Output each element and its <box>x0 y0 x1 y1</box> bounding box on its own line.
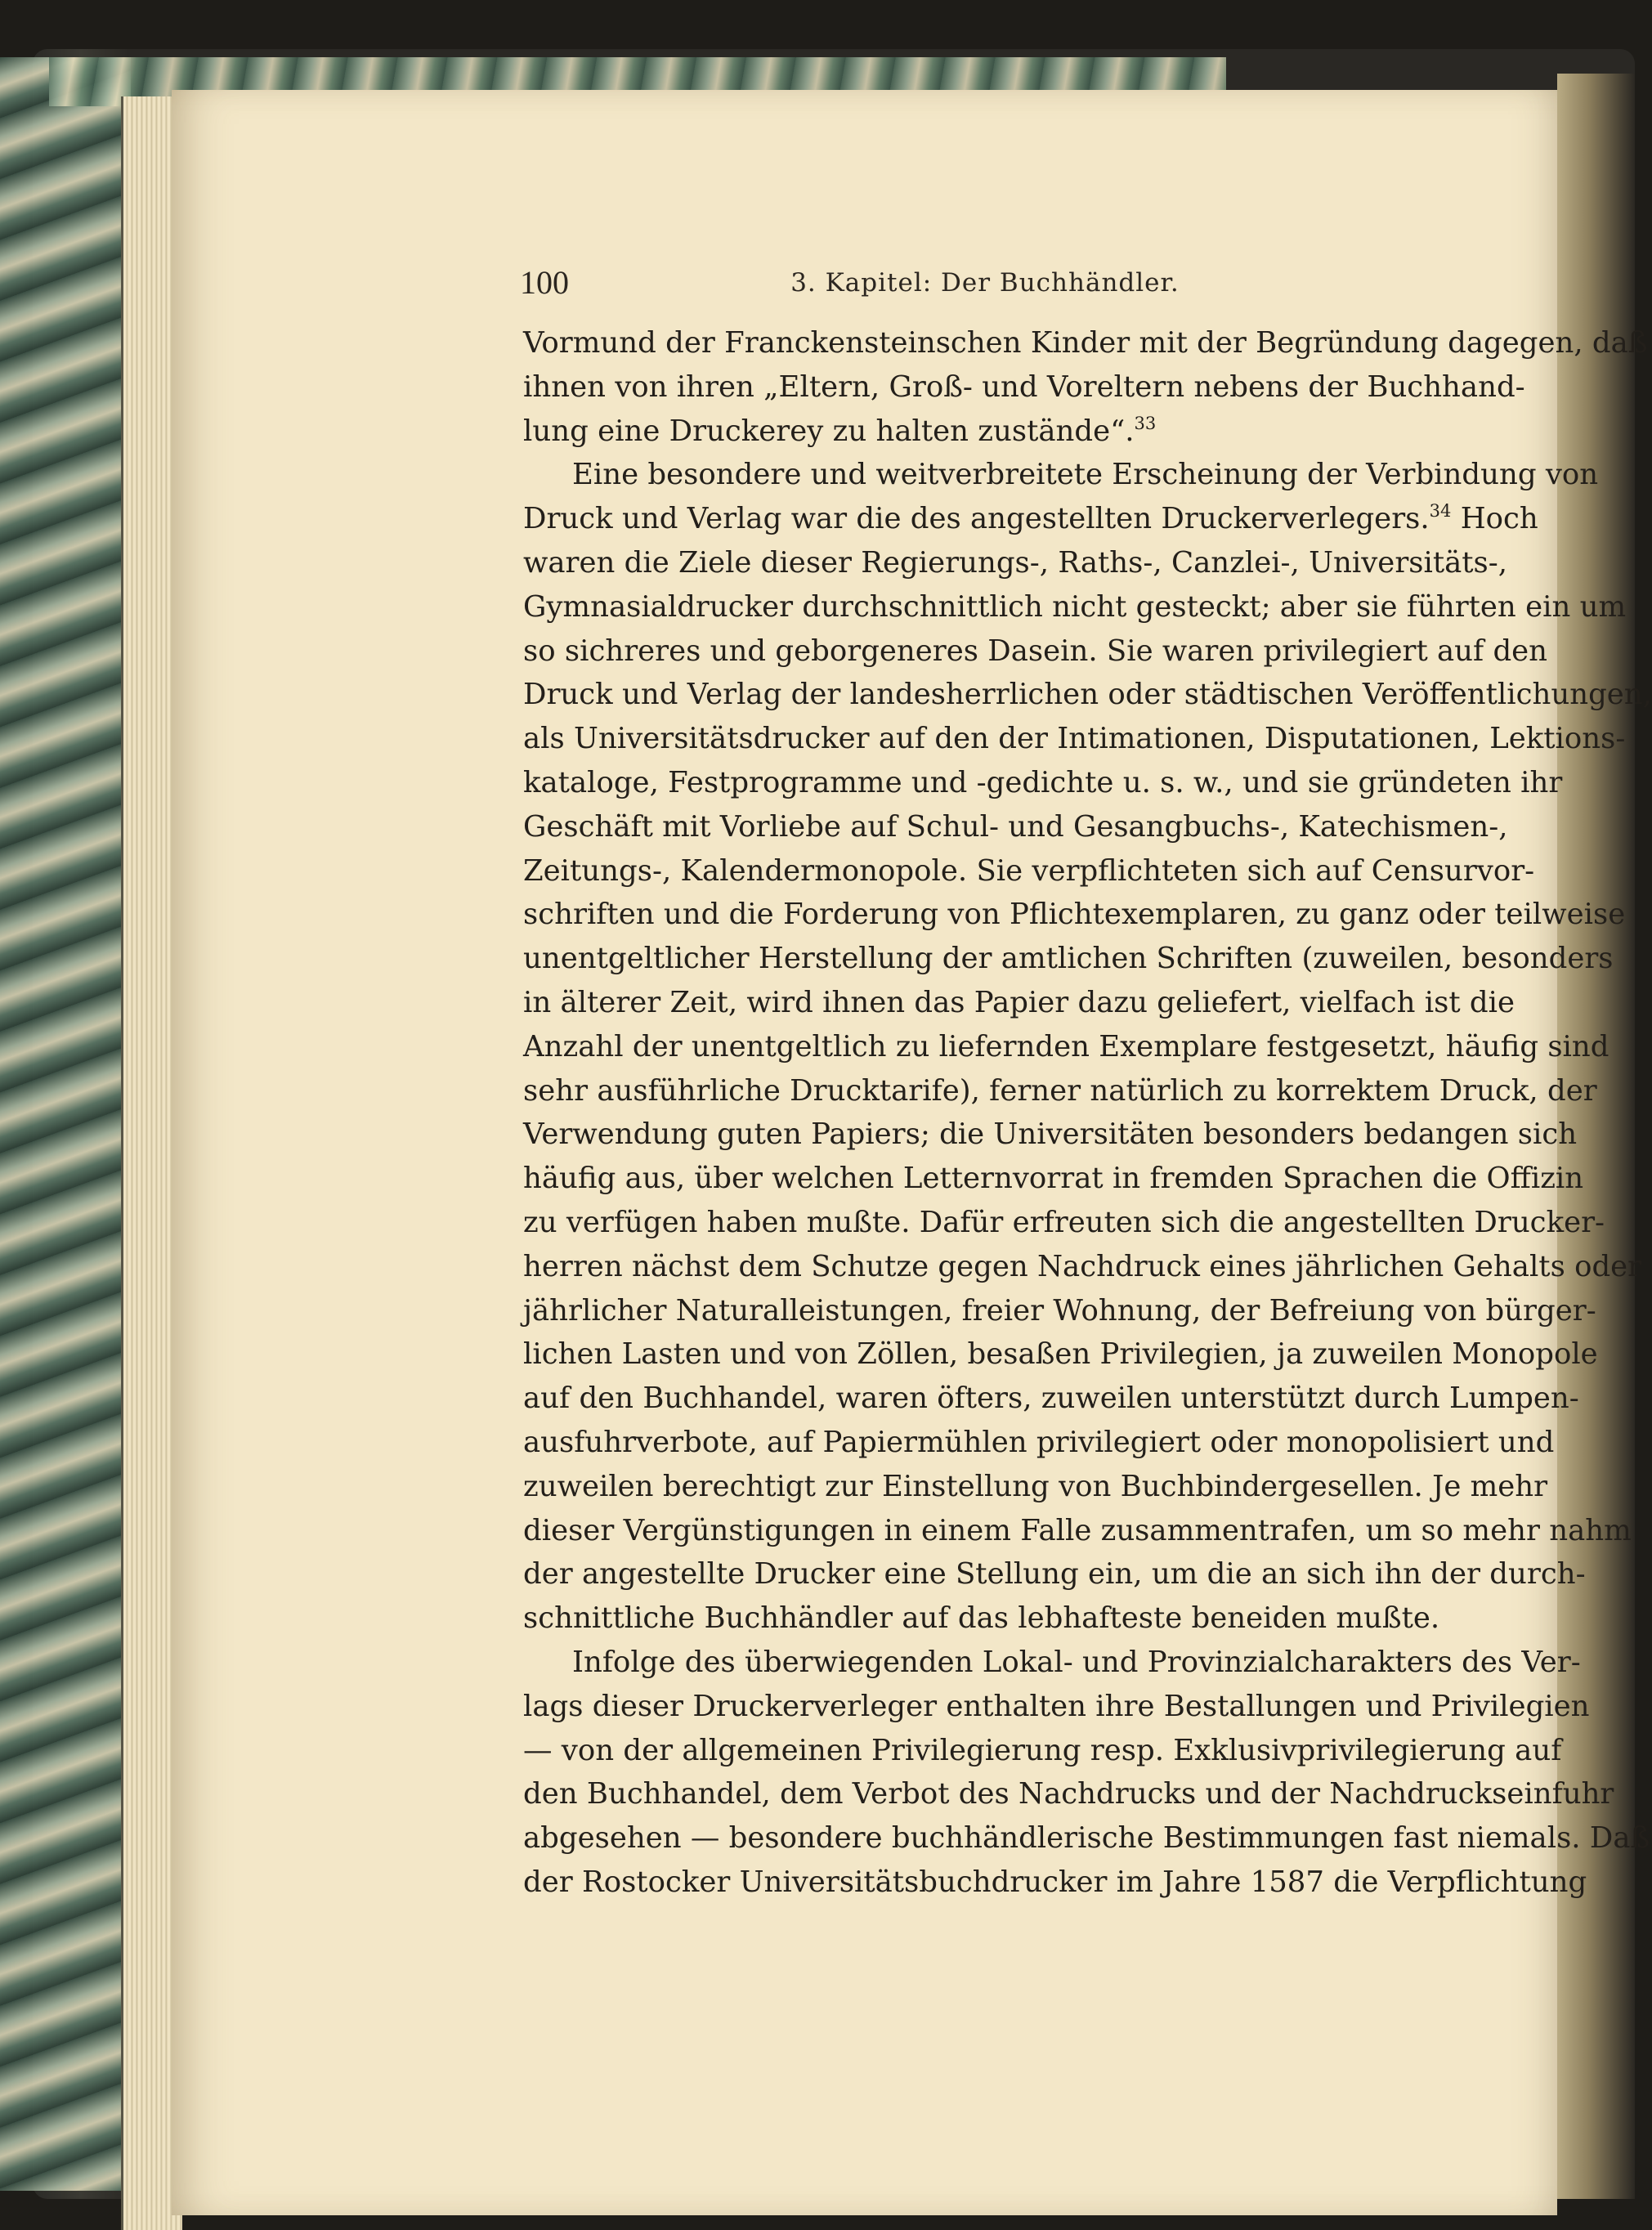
text-line: der angestellte Drucker eine Stellung ein, um die an sich ihn der durch- <box>523 1557 1586 1592</box>
text-line: schriften und die Forderung von Pflichtexemplaren, zu ganz oder teilweise <box>523 898 1626 932</box>
text-line: auf den Buchhandel, waren öfters, zuweilen unterstützt durch Lumpen- <box>523 1381 1579 1416</box>
text-line: lichen Lasten und von Zöllen, besaßen Privilegien, ja zuweilen Monopole <box>523 1337 1598 1372</box>
text-line: Druck und Verlag war die des angestellten Druckerverlegers.$^{34}$ Hoch <box>523 501 1538 536</box>
text-line: so sichreres und geborgeneres Dasein. Sie waren privilegiert auf den <box>523 634 1548 668</box>
text-line: ausfuhrverbote, auf Papiermühlen privilegiert oder monopolisiert und <box>523 1425 1555 1459</box>
text-line: in älterer Zeit, wird ihnen das Papier dazu geliefert, vielfach ist die <box>523 985 1515 1019</box>
running-head <box>520 263 1455 304</box>
text-line: als Universitätsdrucker auf den der Intimationen, Disputationen, Lektions- <box>523 722 1626 756</box>
text-line: Anzahl der unentgeltlich zu liefernden Exemplare festgesetzt, häufig sind <box>523 1029 1609 1064</box>
text-line: waren die Ziele dieser Regierungs-, Raths-, Canzlei-, Universitäts-, <box>523 545 1508 580</box>
text-line: unentgeltlicher Herstellung der amtlichen Schriften (zuweilen, besonders <box>523 942 1614 976</box>
text-line: Infolge des überwiegenden Lokal- und Provinzialcharakters des Ver- <box>572 1645 1581 1679</box>
footnote-ref: 34 <box>1429 501 1452 522</box>
text-line: den Buchhandel, dem Verbot des Nachdrucks und der Nachdruckseinfuhr <box>523 1777 1614 1811</box>
text-line: dieser Vergünstigungen in einem Falle zusammentrafen, um so mehr nahm <box>523 1513 1632 1547</box>
text-line: Geschäft mit Vorliebe auf Schul- und Gesangbuchs-, Katechismen-, <box>523 809 1508 844</box>
text-line: Zeitungs-, Kalendermonopole. Sie verpflichteten sich auf Censurvor- <box>523 853 1535 888</box>
text-line: der Rostocker Universitätsbuchdrucker im Jahre 1587 die Verpflichtung <box>523 1865 1587 1899</box>
text-line: schnittliche Buchhändler auf das lebhafteste beneiden mußte. <box>523 1601 1440 1636</box>
text-line: sehr ausführliche Drucktarife), ferner natürlich zu korrektem Druck, der <box>523 1073 1597 1108</box>
footnote-ref: 33 <box>1134 413 1157 433</box>
text-line: abgesehen — besondere buchhändlerische Bestimmungen fast niemals. Daß <box>523 1821 1650 1856</box>
text-line: Druck und Verlag der landesherrlichen oder städtischen Veröffentlichungen, <box>523 678 1652 712</box>
text-line: — von der allgemeinen Privilegierung resp. Exklusivprivilegierung auf <box>523 1733 1562 1767</box>
text-line: Vormund der Franckensteinschen Kinder mit der Begründung dagegen, daß <box>523 326 1648 360</box>
text-line: kataloge, Festprogramme und -gedichte u. s. w., und sie gründeten ihr <box>523 765 1563 799</box>
chapter-title: 3. Kapitel: Der Buchhändler. <box>790 268 1180 298</box>
text-line: lags dieser Druckerverleger enthalten ihre Bestallungen und Privilegien <box>523 1689 1590 1723</box>
text-line: lung eine Druckerey zu halten zuständе“.$^{33}$ <box>523 413 1157 448</box>
text-line: zu verfügen haben mußte. Dafür erfreuten sich die angestellten Drucker- <box>523 1205 1605 1239</box>
text-line: ihnen von ihren „Eltern, Groß- und Voreltern nebens der Buchhand- <box>523 369 1525 404</box>
text-line: häufig aus, über welchen Letternvorrat in fremden Sprachen die Offizin <box>523 1162 1584 1196</box>
marbled-board-left <box>0 57 131 2191</box>
text-line: Verwendung guten Papiers; die Universitäten besonders bedangen sich <box>523 1117 1578 1152</box>
text-line: zuweilen berechtigt zur Einstellung von Buchbindergesellen. Je mehr <box>523 1469 1548 1503</box>
page-number: 100 <box>520 264 569 301</box>
text-line: Eine besondere und weitverbreitete Erscheinung der Verbindung von <box>572 458 1599 492</box>
body-text <box>523 321 1652 1905</box>
text-line: jährlicher Naturalleistungen, freier Wohnung, der Befreiung von bürger- <box>523 1293 1596 1328</box>
text-line: herren nächst dem Schutze gegen Nachdruck eines jährlichen Gehalts oder <box>523 1249 1642 1283</box>
text-line: Gymnasialdrucker durchschnittlich nicht gesteckt; aber sie führten ein um <box>523 589 1627 624</box>
